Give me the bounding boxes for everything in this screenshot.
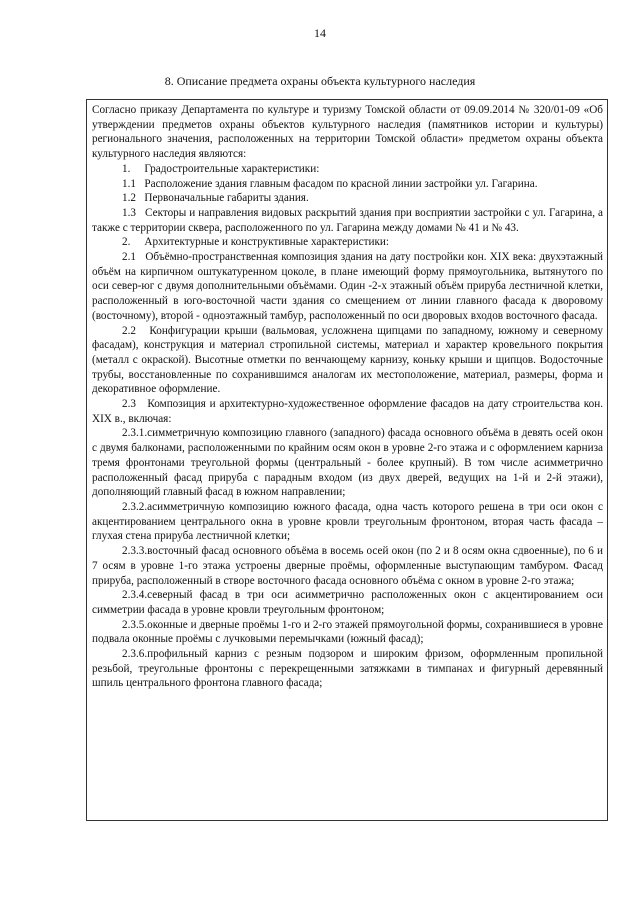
item-2-3-1: 2.3.1.симметричную композицию главного (западного) фасада основного объёма в девять осей окон с двумя балконами, расположенными по крайним осям окон в уровне 2-го этажа и с оформлением карниза тремя фронтонами треугольной формы (центральный - более крупный). В том числе асимметрично расположенный фасад прируба с парадным входом (из двух дверей, ведущих на 1-й и 2-й этажи), дополняющий главный фасад в южном направлении; bbox=[92, 427, 603, 499]
item-2-heading: 2. Архитектурные и конструктивные характеристики: bbox=[122, 236, 390, 249]
intro-paragraph: Согласно приказу Департамента по культуре и туризму Томской области от 09.09.2014 № 320/01-09 «Об утверждении предметов охраны объектов культурного наследия (памятников истории и культуры) регионального значения, расположенных на территории Томской области» предметом охраны объекта культурного наследия являются: bbox=[92, 104, 603, 161]
section-title: 8. Описание предмета охраны объекта культурного наследия bbox=[164, 74, 476, 88]
item-1-2: 1.2 Первоначальные габариты здания. bbox=[122, 192, 309, 205]
item-2-3-4: 2.3.4.северный фасад в три оси асимметрично расположенных окон с акцентированием оси симметрии фасада в уровне кровли треугольным фронтоном; bbox=[92, 589, 603, 616]
item-2-2: 2.2 Конфигурации крыши (вальмовая, усложнена щипцами по западному, южному и северному фасадам), конструкция и материал стропильной системы, материал и характер кровельного покрытия (металл с окраской). Высотные отметки по венчающему карнизу, коньку крыши и щипцов. Водосточные трубы, восстановленные по сохранившимся аналогам их местоположение, материал, размеры, форма и декоративное оформление. bbox=[92, 324, 603, 396]
content-frame bbox=[86, 99, 608, 821]
item-1-heading: 1. Градостроительные характеристики: bbox=[122, 162, 320, 175]
item-2-3-5: 2.3.5.оконные и дверные проёмы 1-го и 2-го этажей прямоугольной формы, сохранившиеся в уровне подвала оконные проёмы с лучковыми перемычками (южный фасад); bbox=[92, 618, 603, 646]
item-2-3-2: 2.3.2.асимметричную композицию южного фасада, одна часть которого решена в три оси окон с акцентированием центрального окна в уровне кровли треугольным фронтоном, вторая часть фасада – глухая стена прируба лестничной клетки; bbox=[92, 500, 603, 543]
item-2-3-6: 2.3.6.профильный карниз с резным подзором и широким фризом, оформленным пропильной резьбой, треугольные фронтоны с перекрещенными затяжками в тимпанах и фигурный деревянный шпиль центрального фронтона главного фасада; bbox=[92, 648, 603, 690]
item-1-1: 1.1 Расположение здания главным фасадом по красной линии застройки ул. Гагарина. bbox=[122, 177, 538, 190]
item-2-3: 2.3 Композиция и архитектурно-художественное оформление фасадов на дату строительства кон. XIX в., включая: bbox=[92, 398, 603, 425]
item-1-3: 1.3 Секторы и направления видовых раскрытий здания при восприятии застройки с ул. Гагарина, а также с территории сквера, расположенного по ул. Гагарина между домами № 41 и № 43. bbox=[92, 206, 603, 234]
item-2-3-3: 2.3.3.восточный фасад основного объёма в восемь осей окон (по 2 и 8 осям окна сдвоенные), по 6 и 7 осям в уровне 1-го этажа устроены дверные проёмы, оформленные выступающим тамбуром. Фасад прируба, расположенный в створе восточного фасада основного объёма с окном в уровне 2-го этажа; bbox=[92, 545, 603, 587]
item-2-1: 2.1 Объёмно-пространственная композиция здания на дату постройки кон. XIX века: двухэтажный объём на кирпичном оштукатуренном цоколе, в плане имеющий форму прямоугольника, вытянутого по оси север-юг с двумя дополнительными объёмами. Один -2-х этажный объём прируба лестничной клетки, расположенный в юго-восточной части здания со смещением от линии главного фасада к дворовому (восточному), второй - одноэтажный тамбур, расположенный по оси дворовых входов восточного фасада. bbox=[92, 251, 603, 322]
page-number: 14 bbox=[314, 26, 326, 40]
